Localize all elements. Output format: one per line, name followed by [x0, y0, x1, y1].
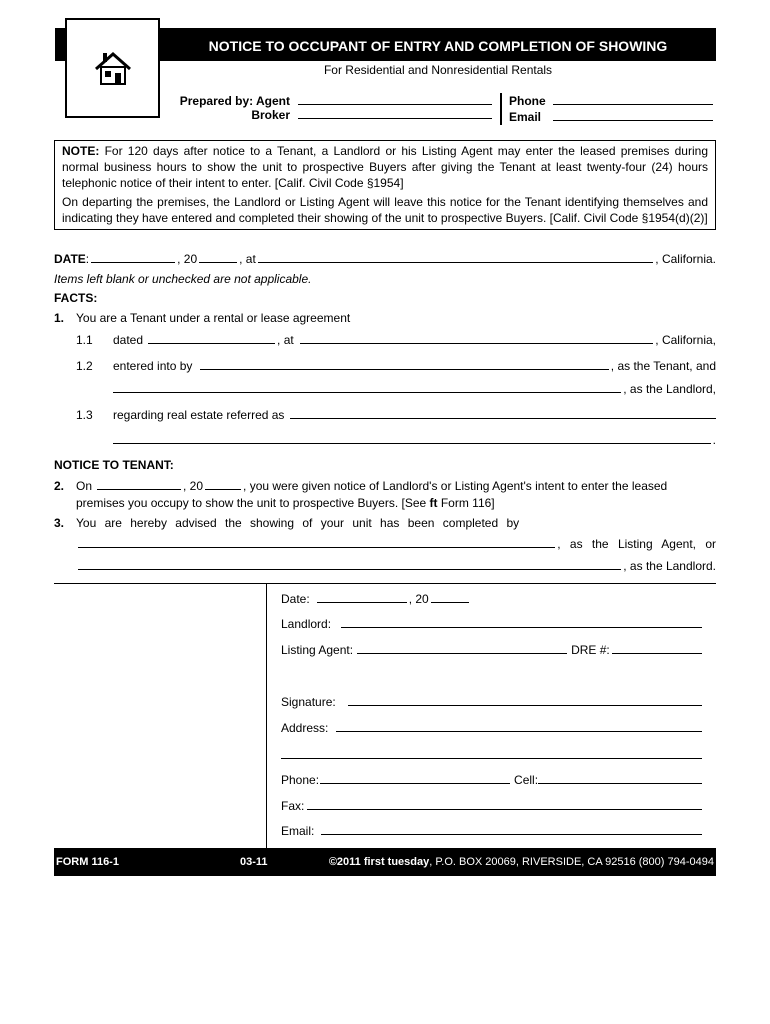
- house-icon: [93, 48, 133, 88]
- signature-agent-row: [281, 643, 702, 657]
- phone-input[interactable]: [553, 94, 713, 105]
- notice-heading: NOTICE TO TENANT:: [54, 458, 174, 472]
- item-2-cont-text: premises you occupy to show the unit to prospective Buyers. [See: [76, 496, 430, 510]
- footer-address: , P.O. BOX 20069, RIVERSIDE, CA 92516 (800) 794-0494: [429, 856, 714, 868]
- note-box: [54, 140, 716, 230]
- footer-revision-date: 03-11: [240, 856, 268, 868]
- item-3-landlord-suffix: , as the Landlord.: [623, 559, 716, 573]
- signature-phone-input[interactable]: [320, 773, 510, 784]
- item-3-landlord-row: [78, 559, 716, 573]
- signature-cell-label: Cell:: [514, 773, 539, 787]
- prepared-email-row: [509, 110, 716, 124]
- date-row: [54, 252, 716, 266]
- signature-fax-input[interactable]: [307, 799, 702, 810]
- phone-label: Phone: [509, 94, 546, 108]
- lease-location-input[interactable]: [300, 333, 654, 344]
- signature-address-row-2: [281, 748, 702, 759]
- signature-section-divider: [54, 583, 716, 584]
- agent-input[interactable]: [298, 94, 492, 105]
- item-3-landlord-name-input[interactable]: [78, 559, 621, 570]
- email-label: Email: [509, 110, 542, 124]
- item-2-text: , you were given notice of Landlord's or Listing Agent's intent to enter the leased: [243, 479, 668, 493]
- signature-label: Signature:: [281, 695, 336, 709]
- listing-agent-name-input[interactable]: [78, 537, 555, 548]
- item-3-agent-suffix: , as the Listing Agent, or: [557, 537, 716, 551]
- note-paragraph-1: [62, 143, 708, 191]
- item-1-3-row: [76, 408, 716, 422]
- facts-heading: FACTS:: [54, 291, 98, 305]
- dre-label: DRE #:: [571, 643, 610, 657]
- signature-landlord-label: Landlord:: [281, 617, 332, 631]
- property-description-input[interactable]: [290, 408, 716, 419]
- signature-landlord-input[interactable]: [341, 617, 702, 628]
- signature-address-input[interactable]: [336, 721, 702, 732]
- item-2-year-prefix: , 20: [183, 479, 204, 493]
- lease-date-input[interactable]: [148, 333, 275, 344]
- signature-date-row: [281, 592, 702, 606]
- date-suffix: , California.: [655, 252, 716, 266]
- email-input[interactable]: [553, 110, 713, 121]
- note-paragraph-2: [62, 194, 708, 226]
- form-title: NOTICE TO OCCUPANT OF ENTRY AND COMPLETION OF SHOWING: [208, 38, 668, 54]
- date-label: DATE: [54, 252, 86, 266]
- ft-mark: ft: [429, 496, 438, 510]
- item-1-row: [54, 311, 716, 325]
- prepared-divider: [500, 93, 502, 125]
- item-3-text: You are hereby advised the showing of your unit has been completed by: [76, 516, 520, 530]
- item-1-number: 1.: [54, 311, 65, 325]
- signature-year-prefix: , 20: [408, 592, 429, 606]
- notice-year-input[interactable]: [205, 479, 241, 490]
- signature-address-row: [281, 721, 702, 735]
- signature-phone-label: Phone:: [281, 773, 320, 787]
- signature-agent-input[interactable]: [357, 643, 567, 654]
- item-1-1-number: 1.1: [76, 333, 93, 347]
- note-text-2: On departing the premises, the Landlord or Listing Agent will leave this notice for the Tenant identifying themselves and indicating they have entered and completed their showing of the unit to prospective Buyers. [Calif. Civil Code §1954(d)(2)]: [62, 195, 708, 225]
- signature-agent-label: Listing Agent:: [281, 643, 354, 657]
- item-1-3-end: .: [712, 433, 716, 447]
- signature-fax-label: Fax:: [281, 799, 305, 813]
- broker-input[interactable]: [298, 108, 492, 119]
- signature-email-input[interactable]: [321, 824, 702, 835]
- item-1-2-row: [76, 359, 716, 373]
- item-1-2-tenant-suffix: , as the Tenant, and: [610, 359, 716, 373]
- item-2-form-ref: Form 116]: [437, 496, 495, 510]
- signature-row: [281, 695, 702, 709]
- landlord-name-input[interactable]: [113, 382, 621, 393]
- signature-address-label: Address:: [281, 721, 329, 735]
- tenant-name-input[interactable]: [200, 359, 608, 370]
- date-year-prefix: , 20: [177, 252, 198, 266]
- signature-fax-row: [281, 799, 702, 813]
- item-2-continuation: [76, 496, 495, 510]
- signature-cell-input[interactable]: [538, 773, 702, 784]
- item-2-on: On: [76, 479, 93, 493]
- item-2-number: 2.: [54, 479, 65, 493]
- item-1-3-label: regarding real estate referred as: [113, 408, 285, 422]
- prepared-agent-row: [160, 94, 496, 108]
- footer-form-number: FORM 116-1: [56, 856, 119, 868]
- item-1-1-row: [76, 333, 716, 347]
- signature-email-row: [281, 824, 702, 838]
- item-3-number: 3.: [54, 516, 65, 530]
- signature-phone-row: [281, 773, 702, 787]
- prepared-broker-row: [160, 108, 496, 122]
- signature-address-input-2[interactable]: [281, 748, 702, 759]
- item-3-agent-row: [78, 537, 716, 551]
- blank-note: Items left blank or unchecked are not applicable.: [54, 272, 312, 286]
- date-input[interactable]: [91, 252, 175, 263]
- item-1-1-suffix: , California,: [655, 333, 716, 347]
- note-text-1: For 120 days after notice to a Tenant, a Landlord or his Listing Agent may enter the leased premises during normal business hours to show the unit to prospective Buyers after giving the Tenant at least twenty-four (24) hours telephonic notice of their intent to enter. [Calif. Civil Code §1954]: [62, 144, 708, 190]
- prepared-phone-row: [509, 94, 716, 108]
- item-1-2-landlord-suffix: , as the Landlord,: [623, 382, 716, 396]
- item-1-1-label: dated: [113, 333, 144, 347]
- prepared-agent-label: Prepared by: Agent: [179, 94, 290, 108]
- signature-column-divider: [266, 583, 267, 848]
- date-colon: :: [85, 252, 90, 266]
- dre-number-input[interactable]: [612, 643, 702, 654]
- note-label: NOTE:: [62, 144, 100, 158]
- item-1-1-at: , at: [277, 333, 294, 347]
- signature-date-label: Date:: [281, 592, 310, 606]
- footer-copyright-line: [329, 855, 714, 869]
- broker-label: Broker: [251, 108, 290, 122]
- signature-input[interactable]: [348, 695, 702, 706]
- signature-year-input[interactable]: [431, 592, 469, 603]
- signature-email-label: Email:: [281, 824, 315, 838]
- item-3-row: [54, 516, 716, 530]
- item-2-row: [54, 479, 716, 493]
- date-year-input[interactable]: [199, 252, 237, 263]
- notice-date-input[interactable]: [97, 479, 181, 490]
- form-subtitle: For Residential and Nonresidential Rentals: [323, 63, 553, 77]
- item-1-3-number: 1.3: [76, 408, 93, 422]
- signature-date-input[interactable]: [317, 592, 407, 603]
- item-1-3-continuation-row: [113, 433, 716, 447]
- signature-landlord-row: [281, 617, 702, 631]
- item-1-2-label: entered into by: [113, 359, 193, 373]
- item-1-2-landlord-row: [113, 382, 716, 396]
- logo-box: [65, 18, 160, 118]
- item-1-2-number: 1.2: [76, 359, 93, 373]
- date-location-input[interactable]: [258, 252, 653, 263]
- date-at: , at: [239, 252, 256, 266]
- item-1-text: You are a Tenant under a rental or lease agreement: [76, 311, 351, 325]
- footer-copyright: ©2011 first tuesday: [328, 856, 430, 868]
- property-description-input-2[interactable]: [113, 433, 711, 444]
